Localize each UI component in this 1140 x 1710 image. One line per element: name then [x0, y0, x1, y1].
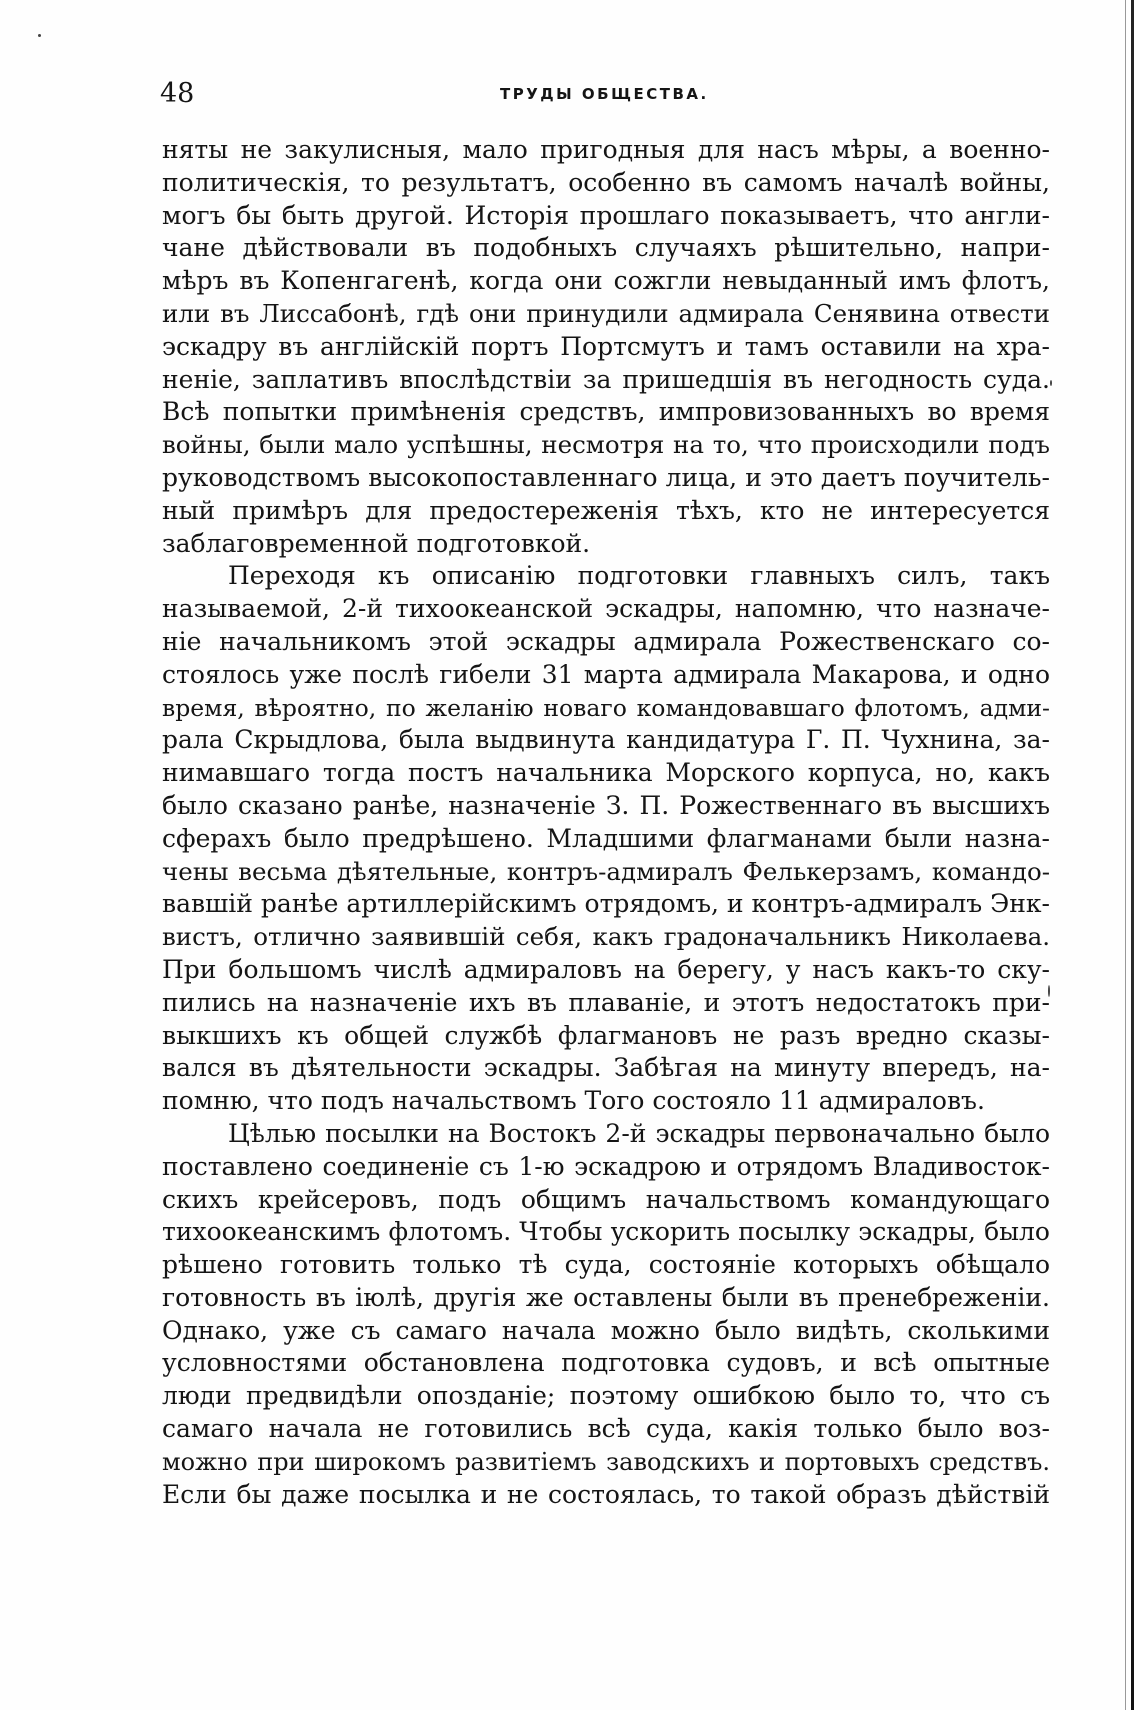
text-line: чены весьма дѣятельные, контръ-адмиралъ Фелькерзамъ, командо-: [162, 856, 1050, 886]
scan-speck: [1050, 380, 1052, 386]
text-line: рала Скрыдлова, была выдвинута кандидатура Г. П. Чухнина, за-: [162, 725, 1050, 755]
text-line: рѣшено готовить только тѣ суда, состояніе которыхъ обѣщало: [162, 1250, 1050, 1280]
text-line: стоялось уже послѣ гибели 31 марта адмирала Макарова, и одно: [162, 659, 1050, 689]
text-line: неніе, заплативъ впослѣдствіи за пришедшія въ негодность суда.: [162, 364, 1050, 394]
scan-edge-line: [1125, 0, 1126, 1710]
text-line: могъ бы быть другой. Исторія прошлаго показываетъ, что англи-: [162, 200, 1050, 230]
text-line: ный примѣръ для предостереженія тѣхъ, кто не интересуется: [162, 495, 1050, 525]
text-line: называемой, 2-й тихоокеанской эскадры, напомню, что назначе-: [162, 594, 1050, 624]
text-line: люди предвидѣли опозданіе; поэтому ошибкою было то, что съ: [162, 1381, 1050, 1411]
text-line: время, вѣроятно, по желанію новаго командовавшаго флотомъ, адми-: [162, 693, 1050, 722]
text-line: можно при широкомъ развитіемъ заводскихъ и портовыхъ средствъ.: [162, 1447, 1050, 1476]
text-line: Однако, уже съ самаго начала можно было видѣть, сколькими: [162, 1315, 1050, 1345]
scan-speck: [38, 34, 41, 37]
text-line: поставлено соединеніе съ 1-ю эскадрою и отрядомъ Владивосток-: [162, 1151, 1050, 1181]
text-line: мѣръ въ Копенгагенѣ, когда они сожгли невыданный имъ флотъ,: [162, 266, 1050, 296]
text-line: Если бы даже посылка и не состоялась, то такой образъ дѣйствій: [162, 1479, 1050, 1509]
text-line: скихъ крейсеровъ, подъ общимъ начальствомъ командующаго: [162, 1184, 1050, 1214]
text-line: войны, были мало успѣшны, несмотря на то, что происходили подъ: [162, 430, 1050, 460]
running-title: ТРУДЫ ОБЩЕСТВА.: [500, 85, 709, 103]
text-line: руководствомъ высокопоставленнаго лица, и это даетъ поучитель-: [162, 462, 1050, 492]
text-line: вался въ дѣятельности эскадры. Забѣгая на минуту впередъ, на-: [162, 1053, 1050, 1083]
text-line: вавшій ранѣе артиллерійскимъ отрядомъ, и контръ-адмиралъ Энк-: [162, 889, 1050, 919]
text-line: няты не закулисныя, мало пригодныя для насъ мѣры, а военно-: [162, 135, 1050, 164]
text-line: сферахъ было предрѣшено. Младшими флагманами были назна-: [162, 823, 1050, 853]
text-line: готовность въ іюлѣ, другія же оставлены были въ пренебреженіи.: [162, 1282, 1050, 1312]
text-line: При большомъ числѣ адмираловъ на берегу, у насъ какъ-то ску-: [162, 954, 1050, 984]
text-line: вистъ, отлично заявившій себя, какъ градоначальникъ Николаева.: [162, 922, 1050, 952]
paragraph-end-line: помню, что подъ начальствомъ Того состояло 11 адмираловъ.: [162, 1086, 985, 1116]
text-line: условностями обстановлена подготовка судовъ, и всѣ опытные: [162, 1348, 1050, 1378]
text-line: чане дѣйствовали въ подобныхъ случаяхъ рѣшительно, напри-: [162, 233, 1050, 263]
text-line: тихоокеанскимъ флотомъ. Чтобы ускорить посылку эскадры, было: [162, 1217, 1050, 1247]
text-line: выкшихъ къ общей службѣ флагмановъ не разъ вредно сказы-: [162, 1020, 1050, 1050]
paragraph-start-line: Цѣлью посылки на Востокъ 2-й эскадры первоначально было: [228, 1118, 1050, 1148]
paragraph-end-line: заблаговременной подготовкой.: [162, 528, 591, 558]
text-line: нимавшаго тогда постъ начальника Морского корпуса, но, какъ: [162, 758, 1050, 788]
text-line: или въ Лиссабонѣ, гдѣ они принудили адмирала Сенявина отвести: [162, 298, 1050, 328]
page-number: 48: [160, 78, 195, 109]
text-line: ніе начальникомъ этой эскадры адмирала Рожественскаго со-: [162, 626, 1050, 656]
text-line: пились на назначеніе ихъ въ плаваніе, и этотъ недостатокъ при-: [162, 987, 1050, 1017]
text-line: Всѣ попытки примѣненія средствъ, импровизованныхъ во время: [162, 397, 1050, 427]
paragraph-start-line: Переходя къ описанію подготовки главныхъ силъ, такъ: [228, 561, 1050, 591]
text-line: было сказано ранѣе, назначеніе З. П. Рожественнаго въ высшихъ: [162, 790, 1050, 820]
text-line: политическія, то результатъ, особенно въ самомъ началѣ войны,: [162, 167, 1050, 197]
body-text: [162, 134, 1050, 1511]
text-line: самаго начала не готовились всѣ суда, какія только было воз-: [162, 1414, 1050, 1444]
text-line: эскадру въ англійскій портъ Портсмутъ и тамъ оставили на хра-: [162, 331, 1050, 361]
page-header: [160, 78, 1060, 114]
scan-edge-shadow: [1131, 0, 1134, 1710]
